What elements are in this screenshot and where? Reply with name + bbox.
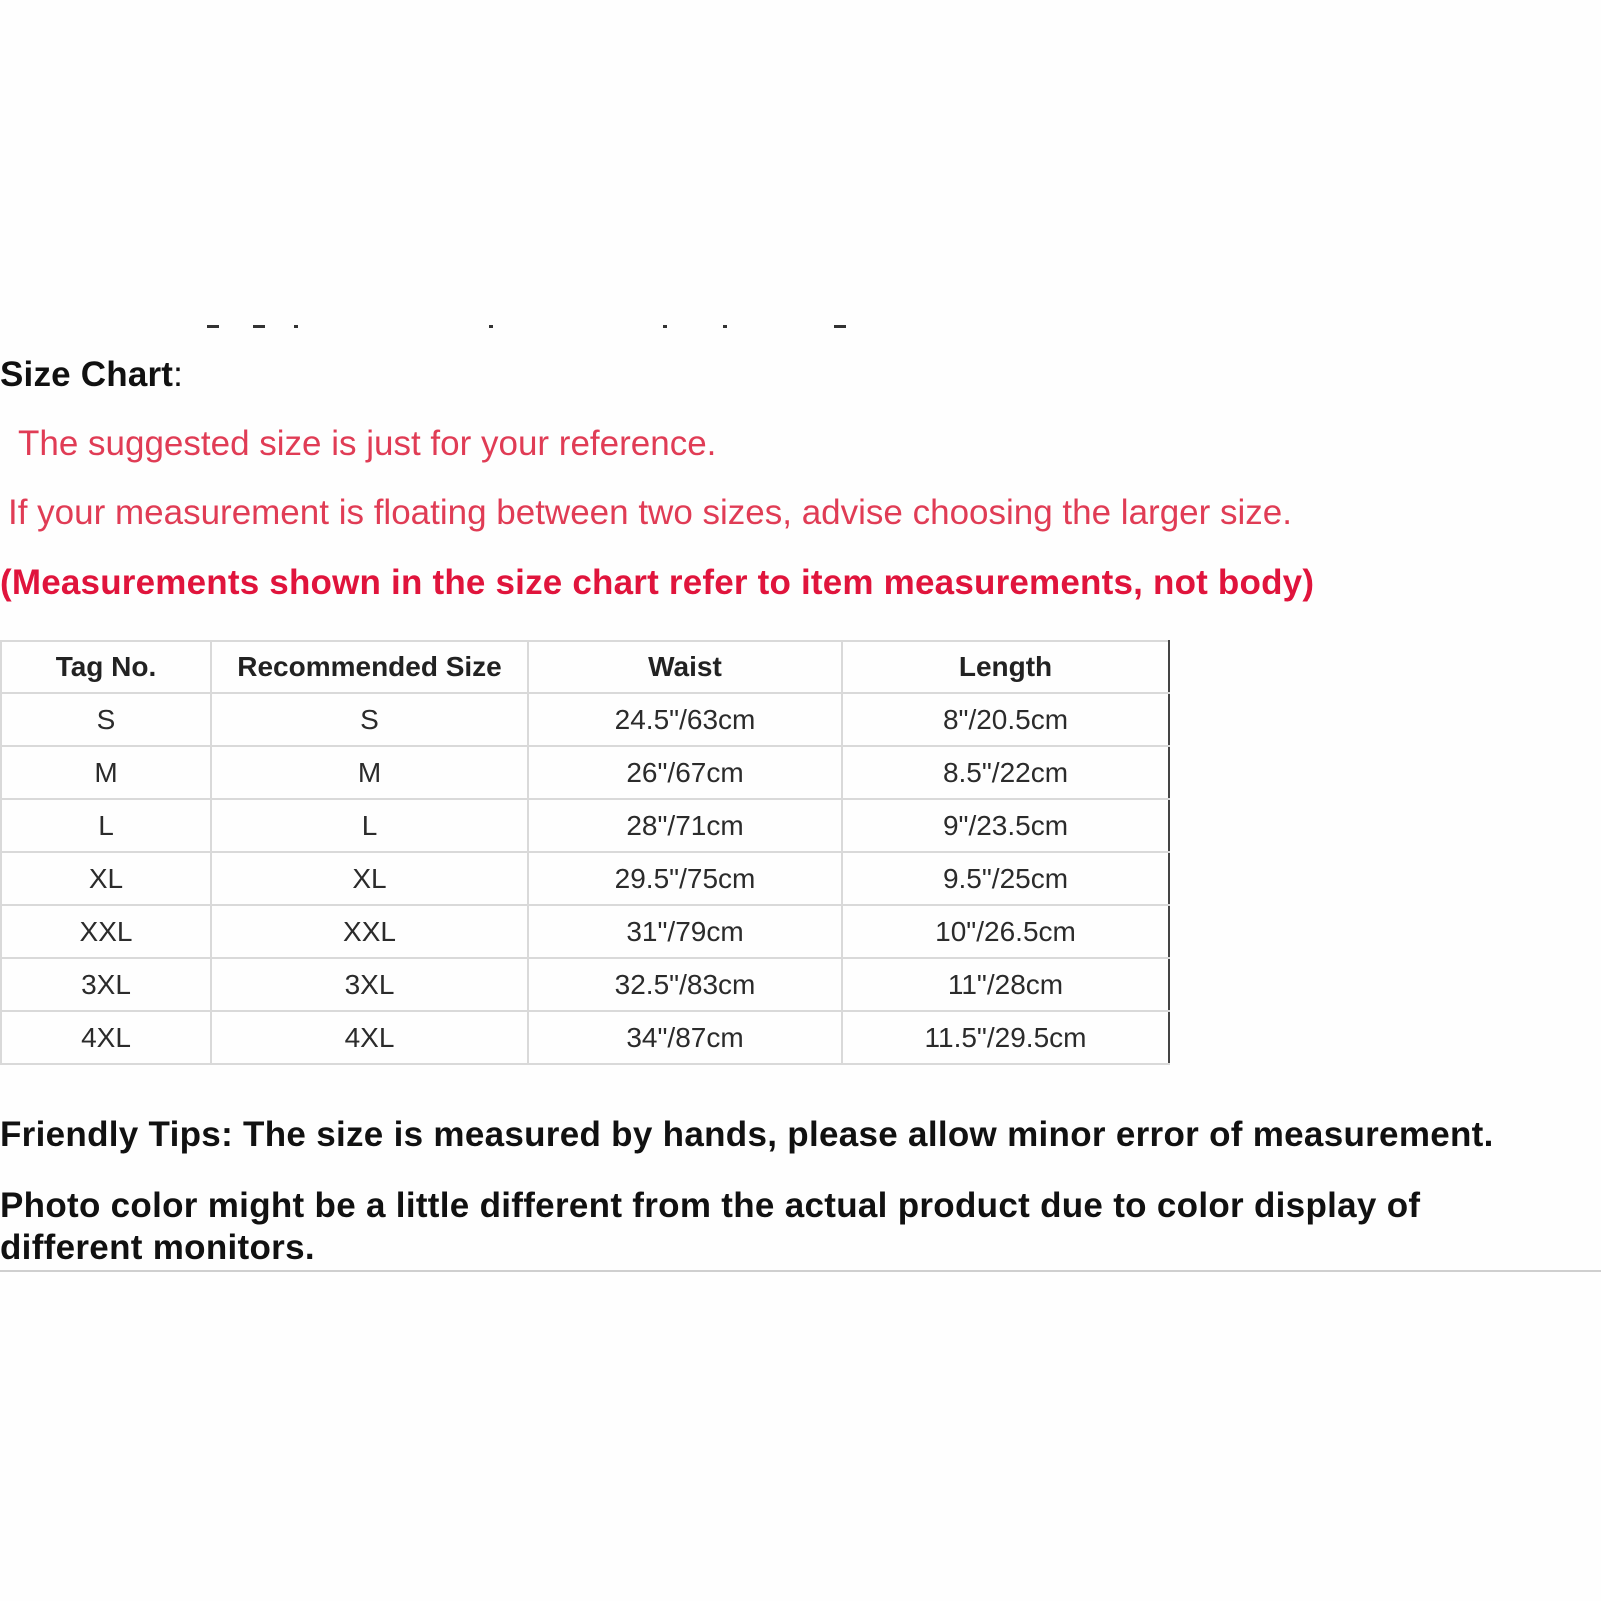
- size-chart-table: [0, 640, 1170, 1065]
- cell-waist: 29.5"/75cm: [528, 852, 842, 905]
- cell-waist: 26"/67cm: [528, 746, 842, 799]
- cell-tag-no: XXL: [1, 905, 211, 958]
- cell-tag-no: S: [1, 693, 211, 746]
- cell-waist: 28"/71cm: [528, 799, 842, 852]
- cell-recommended-size: 4XL: [211, 1011, 528, 1064]
- header-length: Length: [842, 641, 1169, 693]
- table-row: [1, 852, 1169, 905]
- table-row: [1, 1011, 1169, 1064]
- cell-tag-no: XL: [1, 852, 211, 905]
- title-label: Size Chart: [0, 355, 174, 394]
- cell-recommended-size: L: [211, 799, 528, 852]
- cell-tag-no: M: [1, 746, 211, 799]
- cell-waist: 24.5"/63cm: [528, 693, 842, 746]
- cell-recommended-size: M: [211, 746, 528, 799]
- title-colon: :: [173, 355, 184, 394]
- header-tag-no: Tag No.: [1, 641, 211, 693]
- table-row: [1, 799, 1169, 852]
- cell-length: 8"/20.5cm: [842, 693, 1169, 746]
- measurement-disclaimer: (Measurements shown in the size chart refer to item measurements, not body): [0, 563, 1315, 602]
- friendly-tips: Friendly Tips: The size is measured by hands, please allow minor error of measurement.: [0, 1115, 1494, 1154]
- cell-length: 9"/23.5cm: [842, 799, 1169, 852]
- page-title: [0, 355, 183, 395]
- cell-recommended-size: 3XL: [211, 958, 528, 1011]
- header-waist: Waist: [528, 641, 842, 693]
- cell-length: 10"/26.5cm: [842, 905, 1169, 958]
- sizing-advice-note: If your measurement is floating between two sizes, advise choosing the larger size.: [8, 493, 1292, 532]
- cell-waist: 32.5"/83cm: [528, 958, 842, 1011]
- table-row: [1, 958, 1169, 1011]
- cell-length: 11"/28cm: [842, 958, 1169, 1011]
- cell-recommended-size: S: [211, 693, 528, 746]
- color-disclaimer: Photo color might be a little different from the actual product due to color display of different monitors.: [0, 1186, 1421, 1267]
- cell-tag-no: 3XL: [1, 958, 211, 1011]
- cell-waist: 34"/87cm: [528, 1011, 842, 1064]
- cell-waist: 31"/79cm: [528, 905, 842, 958]
- reference-note: The suggested size is just for your reference.: [18, 424, 717, 463]
- cell-length: 8.5"/22cm: [842, 746, 1169, 799]
- table-header-row: [1, 641, 1169, 693]
- header-recommended-size: Recommended Size: [211, 641, 528, 693]
- cell-tag-no: L: [1, 799, 211, 852]
- cell-tag-no: 4XL: [1, 1011, 211, 1064]
- cropped-text-fragment: [0, 325, 900, 331]
- cell-recommended-size: XL: [211, 852, 528, 905]
- table-row: [1, 746, 1169, 799]
- cell-recommended-size: XXL: [211, 905, 528, 958]
- cell-length: 11.5"/29.5cm: [842, 1011, 1169, 1064]
- bottom-divider: [0, 1270, 1601, 1272]
- table-row: [1, 905, 1169, 958]
- cell-length: 9.5"/25cm: [842, 852, 1169, 905]
- table-row: [1, 693, 1169, 746]
